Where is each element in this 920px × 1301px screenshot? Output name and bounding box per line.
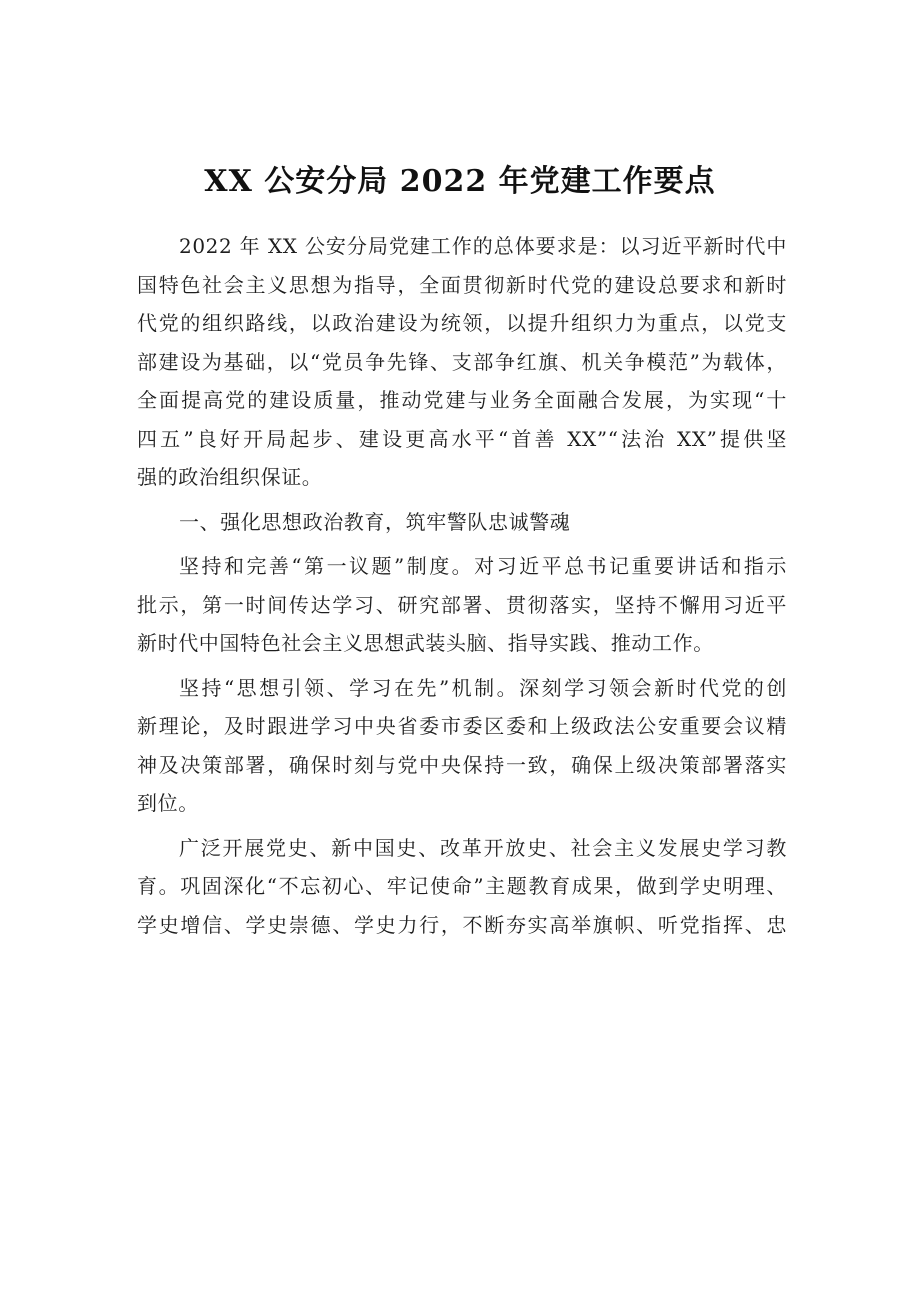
paragraph-line: 全面提高党的建设质量，推动党建与业务全面融合发展，为实现“十 xyxy=(137,388,787,412)
paragraph-line: 育。巩固深化“不忘初心、牢记使命”主题教育成果，做到学史明理、 xyxy=(137,874,787,898)
paragraph-thought-leading xyxy=(137,669,787,823)
paragraph-line: 代党的组织路线，以政治建设为统领，以提升组织力为重点，以党支 xyxy=(137,311,787,335)
paragraph-line: 国特色社会主义思想为指导，全面贯彻新时代党的建设总要求和新时 xyxy=(137,272,787,297)
paragraph-line: 2022 年 XX 公安分局党建工作的总体要求是：以习近平新时代中 xyxy=(179,234,787,258)
paragraph-line: 到位。 xyxy=(137,791,199,815)
paragraph-line: 学史增信、学史崇德、学史力行，不断夯实高举旗帜、听党指挥、忠 xyxy=(137,912,787,937)
paragraph-line: 新理论，及时跟进学习中央省委市委区委和上级政法公安重要会议精 xyxy=(137,714,787,738)
document-body xyxy=(137,227,787,944)
paragraph-line: 部建设为基础，以“党员争先锋、支部争红旗、机关争模范”为载体， xyxy=(137,349,787,374)
paragraph-line: 批示，第一时间传达学习、研究部署、贯彻落实，坚持不懈用习近平 xyxy=(137,592,787,617)
paragraph-general-requirements xyxy=(137,227,787,497)
paragraph-first-agenda xyxy=(137,547,787,663)
paragraph-line: 强的政治组织保证。 xyxy=(137,465,323,489)
paragraph-line: 广泛开展党史、新中国史、改革开放史、社会主义发展史学习教 xyxy=(179,835,787,860)
paragraph-line: 新时代中国特色社会主义思想武装头脑、指导实践、推动工作。 xyxy=(137,631,714,655)
paragraph-line: 坚持和完善“第一议题”制度。对习近平总书记重要讲话和指示 xyxy=(179,554,787,578)
section-heading-1 xyxy=(137,503,787,542)
paragraph-line: 四五”良好开局起步、建设更高水平“首善 XX”“法治 XX”提供坚 xyxy=(137,426,787,451)
document-title: XX 公安分局 2022 年党建工作要点 xyxy=(204,164,716,199)
paragraph-line: 坚持“思想引领、学习在先”机制。深刻学习领会新时代党的创 xyxy=(179,675,787,700)
section-heading-text: 一、强化思想政治教育，筑牢警队忠诚警魂 xyxy=(179,509,571,534)
paragraph-history-education xyxy=(137,829,787,945)
paragraph-line: 神及决策部署，确保时刻与党中央保持一致，确保上级决策部署落实 xyxy=(137,752,787,777)
